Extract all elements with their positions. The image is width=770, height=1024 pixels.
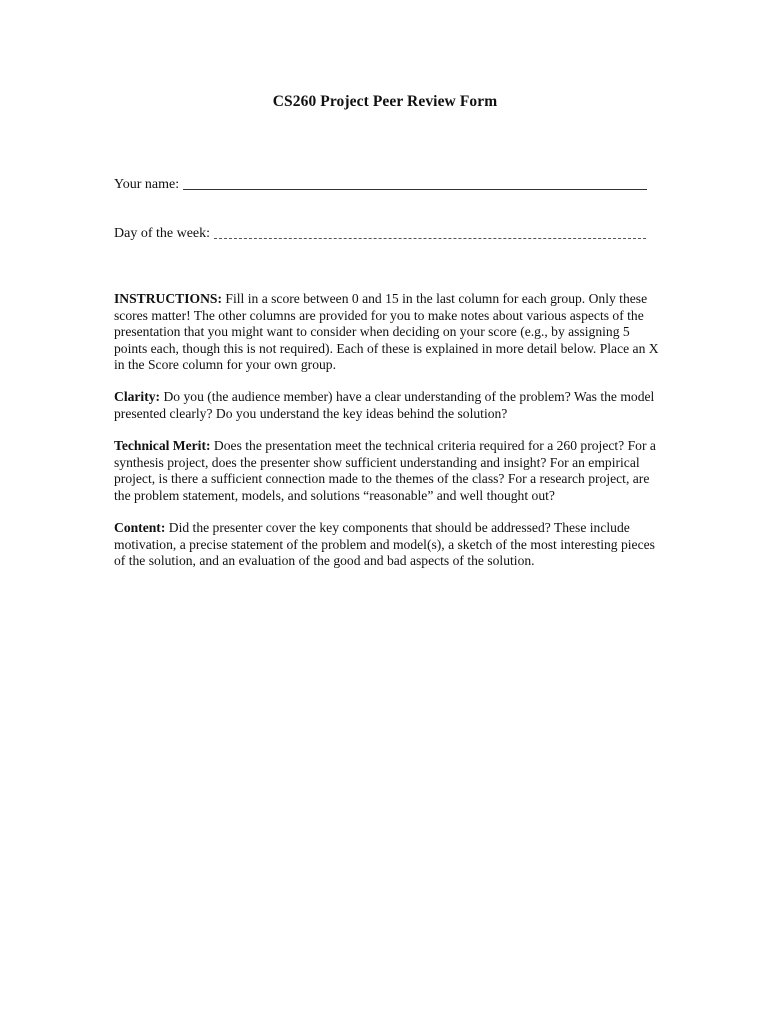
clarity-paragraph xyxy=(114,389,659,422)
content-paragraph xyxy=(114,520,659,570)
day-blank-line xyxy=(214,237,646,239)
technical-merit-text: Does the presentation meet the technical criteria required for a 260 project? For a synthesis project, does the presenter show sufficient understanding and insight? For an empirical project, is there a sufficient connection made to the themes of the class? For a research project, are the problem statement, models, and solutions “reasonable” and well thought out? xyxy=(114,438,656,503)
form-title: CS260 Project Peer Review Form xyxy=(272,93,498,110)
clarity-text: Do you (the audience member) have a clear understanding of the problem? Was the model presented clearly? Do you understand the key ideas behind the solution? xyxy=(114,389,655,421)
instructions-paragraph xyxy=(114,291,659,374)
technical-merit-heading: Technical Merit: xyxy=(114,438,211,453)
instructions-heading: INSTRUCTIONS: xyxy=(114,291,223,306)
instructions-text: Fill in a score between 0 and 15 in the last column for each group. Only these scores matter! The other columns are provided for you to make notes about various aspects of the presentation that you might want to consider when deciding on your score (e.g., by assigning 5 points each, though this is not required). Each of these is explained in more detail below. Place an X in the Score column for your own group. xyxy=(114,291,659,372)
clarity-heading: Clarity: xyxy=(114,389,161,404)
name-blank-line xyxy=(183,188,647,190)
content-text: Did the presenter cover the key components that should be addressed? These include motivation, a precise statement of the problem and model(s), a sketch of the most interesting pieces of the solution, and an evaluation of the good and bad aspects of the solution. xyxy=(114,520,655,568)
content-heading: Content: xyxy=(114,520,166,535)
name-label: Your name: xyxy=(114,177,180,192)
name-field xyxy=(114,177,647,193)
day-field xyxy=(114,226,646,242)
technical-merit-paragraph xyxy=(114,438,659,504)
day-label: Day of the week: xyxy=(114,226,211,241)
